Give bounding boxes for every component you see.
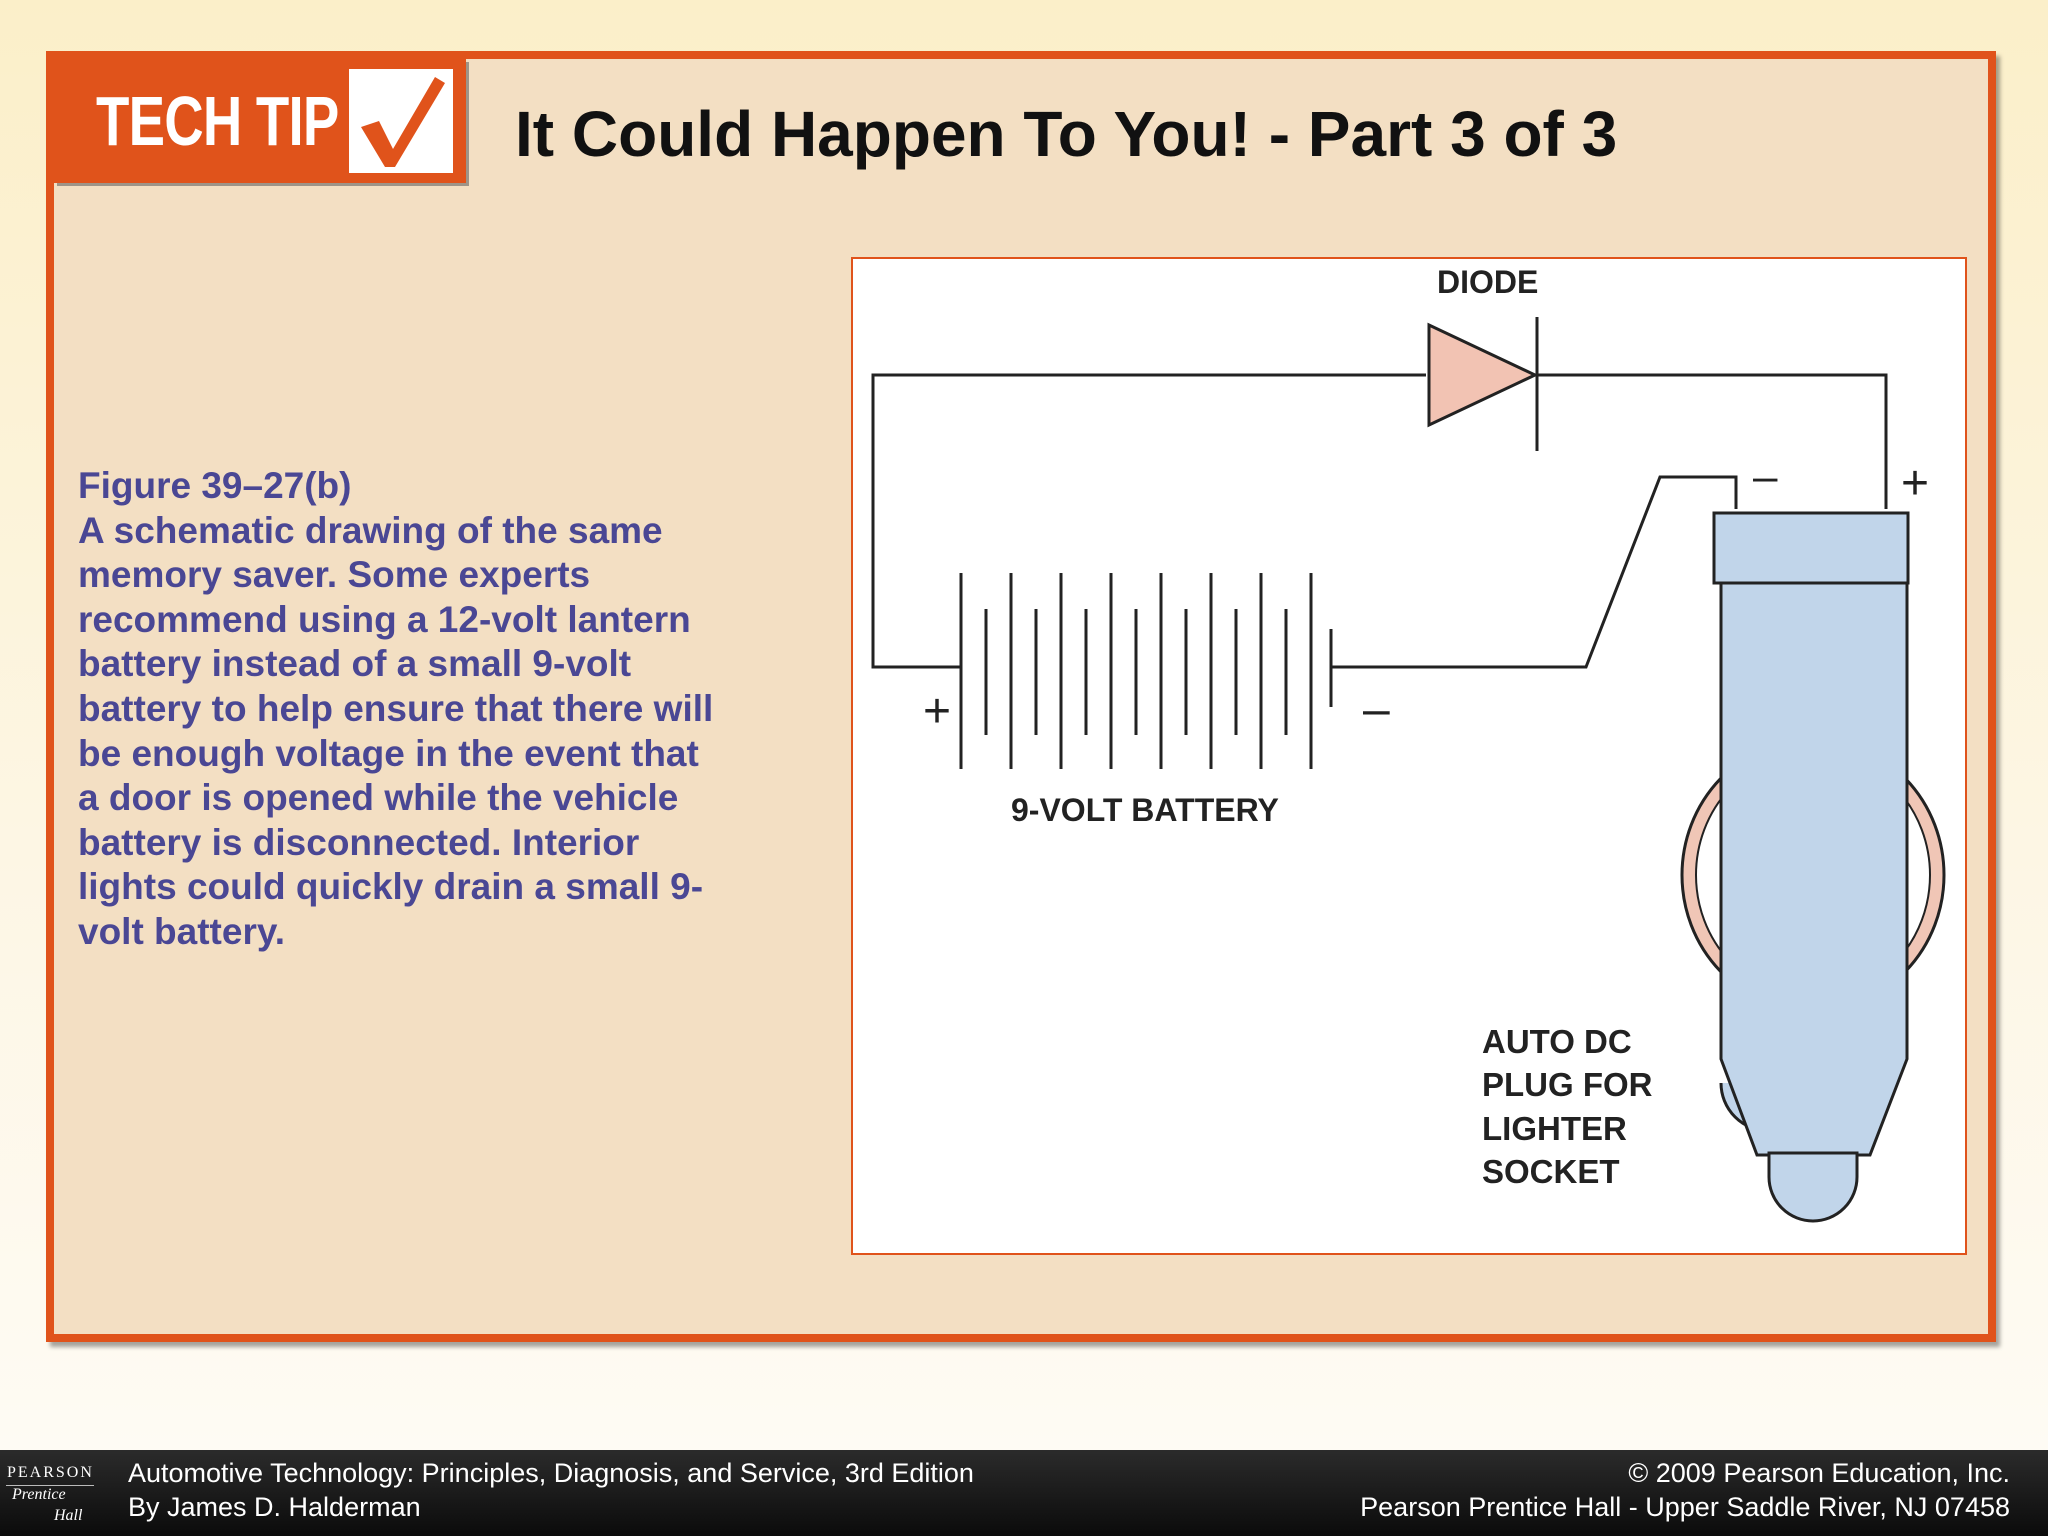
battery-label: 9-VOLT BATTERY bbox=[1011, 792, 1279, 828]
tech-tip-label: TECH TIP bbox=[96, 82, 339, 160]
caption-line: lights could quickly drain a small 9- bbox=[78, 866, 704, 908]
wire-negative bbox=[1331, 477, 1736, 667]
diode-symbol bbox=[1429, 325, 1535, 425]
plug-label-line: AUTO DC bbox=[1482, 1023, 1632, 1060]
battery-plus-sign: + bbox=[923, 685, 952, 738]
logo-hall-text: Hall bbox=[54, 1507, 83, 1524]
schematic-panel bbox=[851, 257, 1967, 1255]
caption-line: be enough voltage in the event that bbox=[78, 732, 699, 774]
battery-minus-sign: – bbox=[1363, 683, 1390, 736]
plug-minus-sign: – bbox=[1753, 452, 1778, 501]
figure-caption bbox=[78, 464, 818, 955]
caption-line: A schematic drawing of the same bbox=[78, 509, 663, 551]
diode-label: DIODE bbox=[1437, 264, 1539, 300]
logo-prentice-text: Prentice bbox=[12, 1486, 66, 1503]
lighter-plug bbox=[1714, 513, 1908, 1221]
footer-publisher: Pearson Prentice Hall - Upper Saddle River, NJ 07458 bbox=[1360, 1492, 2010, 1522]
wire-left bbox=[873, 375, 1426, 667]
pearson-prentice-hall-logo bbox=[0, 1462, 100, 1528]
caption-line: recommend using a 12-volt lantern bbox=[78, 598, 691, 640]
battery-symbol bbox=[961, 573, 1331, 769]
footer-book-title: Automotive Technology: Principles, Diagnosis, and Service, 3rd Edition bbox=[128, 1458, 974, 1488]
caption-line: memory saver. Some experts bbox=[78, 554, 591, 596]
plug-label-line: PLUG FOR bbox=[1482, 1066, 1653, 1103]
caption-line: battery is disconnected. Interior bbox=[78, 821, 640, 863]
figure-number: Figure 39–27(b) bbox=[78, 465, 352, 506]
footer-bar bbox=[0, 1450, 2048, 1536]
schematic-diagram bbox=[853, 259, 1965, 1253]
slide-frame bbox=[46, 51, 1996, 1342]
plug-plus-sign: + bbox=[1901, 457, 1930, 510]
footer-author: By James D. Halderman bbox=[128, 1492, 421, 1522]
logo-pearson-text: PEARSON bbox=[7, 1464, 94, 1481]
tech-tip-badge bbox=[54, 59, 466, 183]
caption-line: battery to help ensure that there will bbox=[78, 687, 714, 729]
caption-line: a door is opened while the vehicle bbox=[78, 777, 679, 819]
caption-line: battery instead of a small 9-volt bbox=[78, 643, 632, 685]
footer-copyright: © 2009 Pearson Education, Inc. bbox=[1628, 1458, 2010, 1488]
plug-label-line: SOCKET bbox=[1482, 1153, 1620, 1190]
wire-positive bbox=[1535, 375, 1886, 509]
checkmark-icon bbox=[349, 69, 453, 173]
caption-line: volt battery. bbox=[78, 910, 285, 952]
plug-label-line: LIGHTER bbox=[1482, 1110, 1627, 1147]
slide-title: It Could Happen To You! - Part 3 of 3 bbox=[515, 98, 1618, 170]
